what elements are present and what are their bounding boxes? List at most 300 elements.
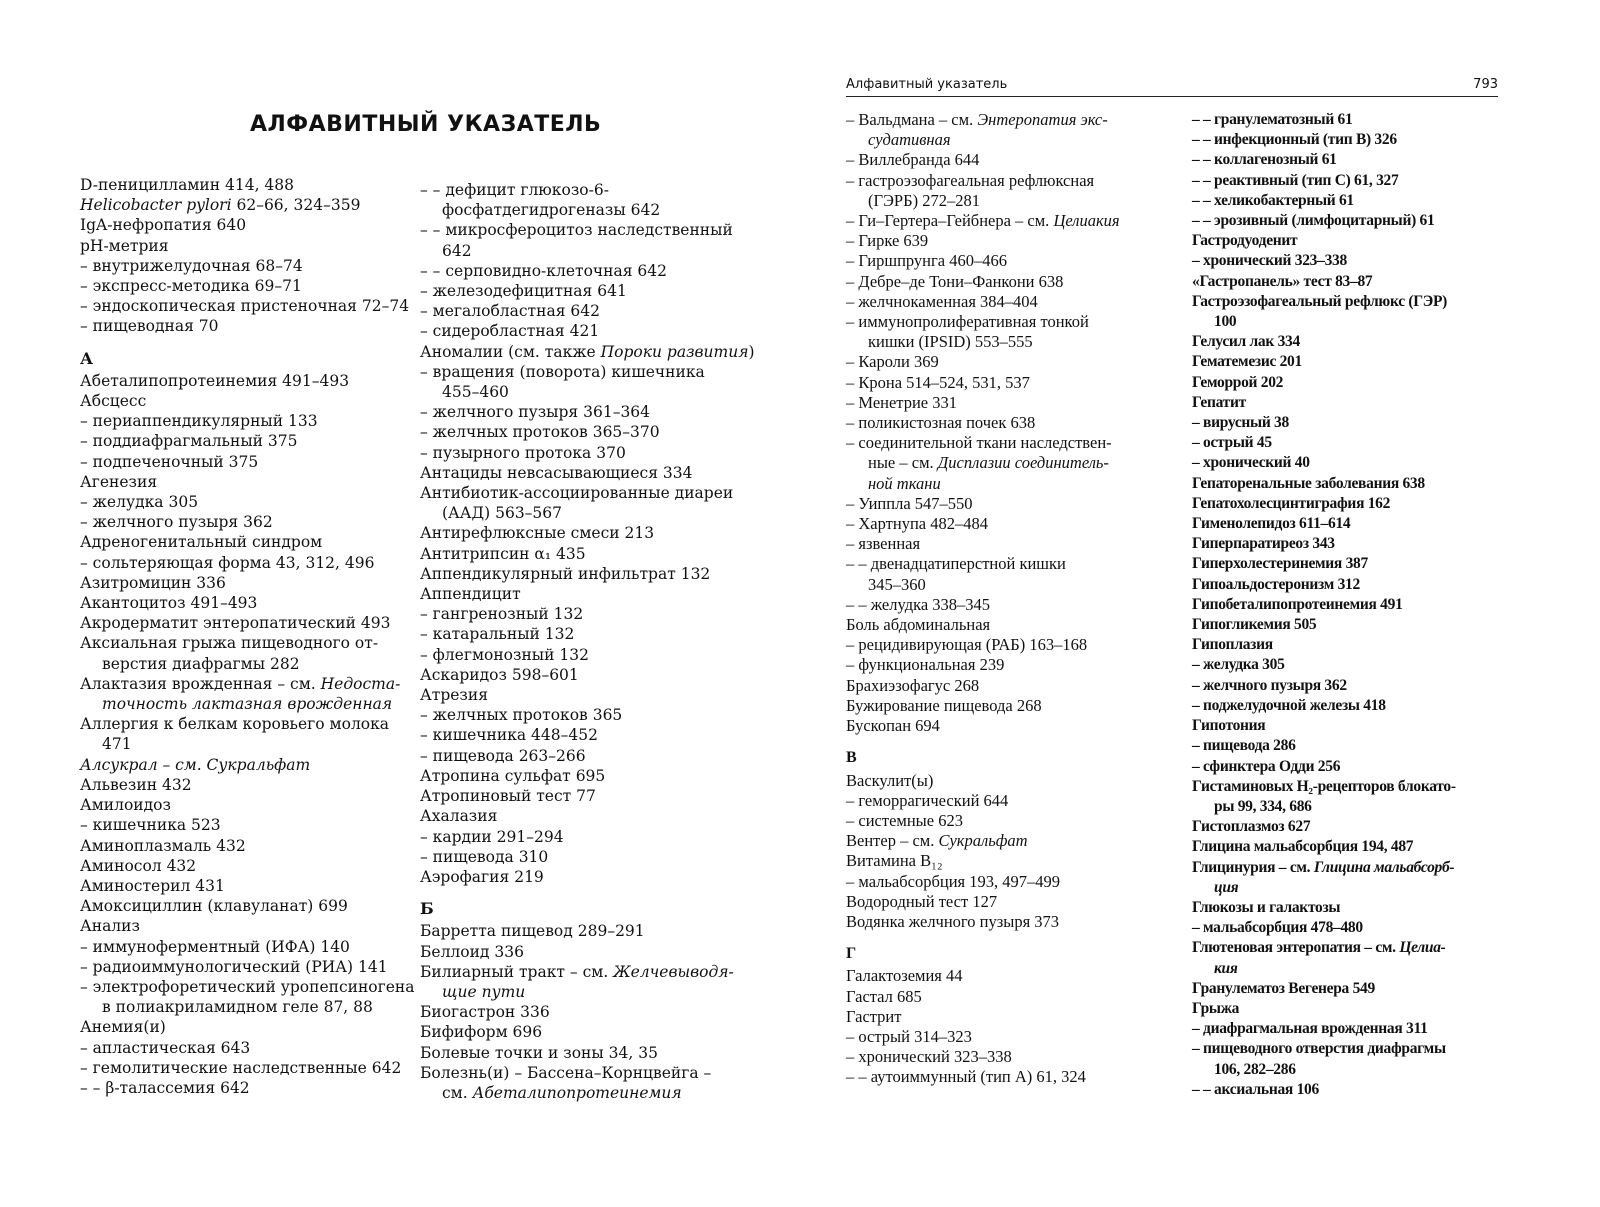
running-head-title: Алфавитный указатель (846, 77, 1008, 92)
entry-text: – Менетрие 331 (846, 392, 957, 412)
index-entry (420, 604, 755, 624)
index-entry (80, 553, 414, 573)
index-entry (420, 786, 755, 806)
entry-text: Биогастрон 336 (420, 1003, 550, 1022)
entry-text: – пищеводного отверстия диафрагмы (1192, 1040, 1446, 1058)
entry-text: 100 (1214, 313, 1237, 331)
index-entry (420, 483, 755, 503)
index-entry (1192, 777, 1456, 797)
entry-text: в полиакриламидном геле 87, 88 (102, 998, 373, 1017)
entry-text: – желудка 305 (1192, 656, 1285, 674)
entry-text: Глютеновая энтеропатия – см. (1192, 939, 1400, 957)
entry-text: – флегмонозный 132 (420, 645, 589, 664)
index-entry (1192, 272, 1456, 292)
left-page (0, 0, 790, 1207)
entry-text: – сольтеряющая форма 43, 312, 496 (80, 553, 375, 572)
index-entry (80, 977, 414, 997)
index-entry (80, 1058, 414, 1078)
index-entry (1192, 1039, 1456, 1059)
index-entry-continuation (846, 130, 1120, 150)
index-entry (420, 362, 755, 382)
index-entry (1192, 757, 1456, 777)
entry-text: – – желудка 338–345 (846, 594, 991, 614)
entry-text: Боль абдоминальная (846, 615, 991, 635)
index-entry-continuation (1192, 797, 1456, 817)
entry-text: – эндоскопическая пристеночная 72–74 (80, 297, 410, 316)
entry-italic-text: ция (1214, 878, 1239, 896)
index-entry (80, 316, 414, 336)
entry-text: – мальабсорбция 478–480 (1192, 919, 1363, 937)
entry-text: ры 99, 334, 686 (1214, 797, 1312, 815)
entry-text: Аэрофагия 219 (420, 867, 544, 886)
index-entry (420, 1002, 755, 1022)
letter-heading: Б (420, 899, 434, 919)
index-entry-continuation (420, 200, 755, 220)
entry-text: – Гирке 639 (846, 231, 929, 251)
index-entry (1192, 453, 1456, 473)
index-entry (80, 593, 414, 613)
entry-text: – экспресс-методика 69–71 (80, 277, 302, 296)
entry-text: – кишечника 523 (80, 816, 221, 835)
entry-text: 345–360 (868, 574, 926, 594)
index-entry (1192, 474, 1456, 494)
entry-text: – геморрагический 644 (846, 790, 1009, 810)
entry-text: D-пеницилламин 414, 488 (80, 176, 295, 194)
index-entry (420, 645, 755, 665)
index-entry (1192, 494, 1456, 514)
index-entry (846, 251, 1120, 271)
entry-text: – желудка 305 (80, 493, 199, 512)
index-entry (80, 411, 414, 431)
entry-text: Акантоцитоз 491–493 (80, 594, 258, 613)
entry-text: Атропиновый тест 77 (420, 787, 596, 806)
index-entry-continuation (846, 453, 1120, 473)
entry-text: – подпеченочный 375 (80, 452, 259, 471)
entry-text: «Гастропанель» тест 83–87 (1192, 272, 1373, 290)
entry-text: – Дебре–де Тони–Фанкони 638 (846, 271, 1064, 291)
index-entry (1192, 352, 1456, 372)
entry-text: ) (748, 342, 755, 361)
entry-text: Брахиэзофагус 268 (846, 675, 980, 695)
entry-text: Гименолепидоз 611–614 (1192, 515, 1351, 533)
index-entry-continuation (846, 575, 1120, 595)
entry-text: – вращения (поворота) кишечника (420, 362, 705, 381)
entry-text: Глицина мальабсорбция 194, 487 (1192, 838, 1414, 856)
index-entry (420, 422, 755, 442)
index-entry (80, 452, 414, 472)
entry-text: Гелусил лак 334 (1192, 333, 1300, 351)
entry-text: – – эрозивный (лимфоцитарный) 61 (1192, 212, 1435, 230)
index-entry-continuation (846, 332, 1120, 352)
entry-text: – системные 623 (846, 810, 963, 830)
entry-text: Акродерматит энтеропатический 493 (80, 614, 391, 633)
entry-text: – иммуноферментный (ИФА) 140 (80, 937, 350, 956)
index-entry (1192, 575, 1456, 595)
index-entry (420, 806, 755, 826)
index-entry (420, 725, 755, 745)
index-entry (420, 705, 755, 725)
entry-text: – поджелудочной железы 418 (1192, 696, 1386, 714)
index-entry-continuation (1192, 878, 1456, 898)
index-entry (420, 443, 755, 463)
entry-italic-text: Дисплазии соединитель- (937, 453, 1109, 473)
entry-text: – электрофоретический уропепсиногена (80, 977, 415, 996)
entry-text: IgA-нефропатия 640 (80, 216, 247, 235)
letter-heading: А (80, 348, 94, 368)
entry-text: – – микросфероцитоз наследственный (420, 221, 733, 240)
entry-text: Амилоидоз (80, 796, 171, 815)
entry-text: – – дефицит глюкозо-6- (420, 181, 609, 199)
index-entry (1192, 615, 1456, 635)
index-entry (80, 755, 414, 775)
entry-text: Гиперпаратиреоз 343 (1192, 535, 1335, 553)
entry-text: – гемолитические наследственные 642 (80, 1058, 402, 1077)
entry-text: – – коллагенозный 61 (1192, 151, 1337, 169)
index-entry (1192, 918, 1456, 938)
entry-text: Анализ (80, 917, 140, 936)
entry-text: Антирефлюксные смеси 213 (420, 524, 655, 543)
index-entry (420, 867, 755, 887)
entry-text: – Хартнупа 482–484 (846, 514, 988, 534)
index-entry (80, 215, 414, 235)
index-entry-continuation (420, 1083, 755, 1103)
index-entry (420, 301, 755, 321)
entry-text: – хронический 323–338 (846, 1047, 1012, 1067)
index-entry (80, 836, 414, 856)
entry-text: Болезнь(и) – Бассена–Корнцвейга – (420, 1063, 712, 1082)
index-entry (1192, 332, 1456, 352)
entry-text: – – двенадцатиперстной кишки (846, 554, 1066, 574)
index-entry (420, 1022, 755, 1042)
entry-text: – Кароли 369 (846, 352, 939, 372)
index-entry (80, 613, 414, 633)
index-entry (420, 1063, 755, 1083)
entry-text: Глицинурия – см. (1192, 858, 1314, 876)
index-entry (846, 1047, 1120, 1067)
entry-text: – пищевода 263–266 (420, 746, 586, 765)
index-entry (80, 674, 414, 694)
entry-text: – Ги–Гертера–Гейбнера – см. (846, 211, 1054, 231)
letter-heading: Г (846, 945, 857, 963)
index-entry (846, 554, 1120, 574)
index-entry (420, 685, 755, 705)
entry-italic-text: точность лактазная врожденная (102, 695, 393, 714)
entry-text: ные – см. (868, 453, 938, 473)
entry-text: – Вальдмана – см. (846, 110, 978, 129)
entry-text: – желчнокаменная 384–404 (846, 291, 1038, 311)
index-entry (1192, 817, 1456, 837)
entry-text: – желчных протоков 365–370 (420, 423, 660, 442)
entry-text: – сидеробластная 421 (420, 322, 600, 341)
index-entry (80, 371, 414, 391)
index-entry (80, 1017, 414, 1037)
entry-italic-text: Желчевыводя- (613, 962, 734, 981)
index-column-2 (420, 180, 755, 1103)
entry-text: – вирусный 38 (1192, 414, 1289, 432)
entry-italic-text: Целиакия (1053, 211, 1120, 231)
entry-text: – кишечника 448–452 (420, 726, 598, 745)
entry-text: – поддиафрагмальный 375 (80, 432, 298, 451)
index-entry (1192, 655, 1456, 675)
index-entry (846, 231, 1120, 251)
entry-text: – радиоиммунологический (РИА) 141 (80, 957, 388, 976)
entry-text: Агенезия (80, 472, 158, 491)
entry-italic-text: Абеталипопротеинемия (472, 1083, 682, 1102)
index-entry (80, 815, 414, 835)
entry-text: Васкулит(ы) (846, 770, 934, 790)
entry-text: Аллергия к белкам коровьего молока (80, 715, 390, 734)
index-entry (80, 795, 414, 815)
index-entry (1192, 898, 1456, 918)
entry-text: – пищевода 310 (420, 847, 549, 866)
entry-text: – желчных протоков 365 (420, 706, 623, 725)
index-column-4 (1192, 110, 1456, 1100)
index-entry (420, 942, 755, 962)
entry-text: – Крона 514–524, 531, 537 (846, 372, 1030, 392)
index-entry-continuation (1192, 1060, 1456, 1080)
index-entry (420, 463, 755, 483)
entry-text: – желчного пузыря 361–364 (420, 403, 651, 422)
entry-text: – желчного пузыря 362 (80, 513, 273, 532)
entry-text: – внутрижелудочная 68–74 (80, 256, 303, 275)
index-entry (420, 544, 755, 564)
index-entry (80, 391, 414, 411)
index-entry (846, 912, 1120, 932)
entry-italic-text: Сукральфат (938, 831, 1028, 851)
index-entry (846, 1007, 1120, 1027)
entry-text: Альвезин 432 (80, 775, 192, 794)
page-number: 793 (1473, 77, 1498, 92)
entry-text: Гематемезис 201 (1192, 353, 1302, 371)
index-entry (1192, 635, 1456, 655)
index-entry (846, 514, 1120, 534)
index-entry (846, 851, 1120, 871)
index-title: АЛФАВИТНЫЙ УКАЗАТЕЛЬ (250, 112, 602, 137)
entry-text: Абсцесс (80, 392, 147, 411)
index-entry (846, 595, 1120, 615)
index-entry (1192, 999, 1456, 1019)
index-entry (846, 696, 1120, 716)
index-entry (420, 321, 755, 341)
entry-text: Гастродуоденит (1192, 232, 1298, 250)
index-column-1 (80, 175, 414, 1098)
entry-text: – – серповидно-клеточная 642 (420, 261, 668, 280)
index-entry (846, 150, 1120, 170)
running-header (846, 76, 1498, 97)
index-entry (846, 494, 1120, 514)
index-entry (846, 393, 1120, 413)
right-page (838, 0, 1600, 1207)
index-entry (1192, 292, 1456, 312)
entry-text: Адреногенитальный синдром (80, 533, 323, 552)
entry-text: – – аксиальная 106 (1192, 1080, 1319, 1098)
index-entry (1192, 1080, 1456, 1100)
index-entry (80, 876, 414, 896)
index-entry (80, 1078, 414, 1098)
entry-text: Гипоплазия (1192, 636, 1273, 654)
index-entry (1192, 696, 1456, 716)
entry-italic-text: судативная (868, 130, 951, 150)
index-entry (1192, 979, 1456, 999)
entry-text: Аксиальная грыжа пищеводного от- (80, 634, 379, 653)
index-entry (846, 171, 1120, 191)
entry-text: Атропина сульфат 695 (420, 766, 606, 785)
index-entry (1192, 251, 1456, 271)
index-entry-continuation (420, 503, 755, 523)
index-entry (80, 431, 414, 451)
index-entry (80, 937, 414, 957)
index-entry (80, 916, 414, 936)
index-entry (420, 564, 755, 584)
entry-text: Абеталипопротеинемия 491–493 (80, 371, 350, 390)
entry-text: Гипоальдостеронизм 312 (1192, 575, 1360, 593)
entry-text: Аппендикулярный инфильтрат 132 (420, 564, 711, 583)
index-entry (1192, 676, 1456, 696)
index-entry-continuation (420, 382, 755, 402)
index-entry (80, 472, 414, 492)
entry-text: – соединительной ткани наследствен- (846, 433, 1112, 453)
entry-text: – хронический 40 (1192, 454, 1310, 472)
entry-italic-text: Пороки развития (600, 342, 749, 361)
index-entry (846, 110, 1120, 130)
index-entry (420, 342, 755, 362)
entry-text: – рецидивирующая (РАБ) 163–168 (846, 635, 1088, 655)
index-entry-continuation (80, 997, 414, 1017)
entry-text: Алактазия врожденная – см. (80, 674, 321, 693)
index-entry (1192, 554, 1456, 574)
index-entry (420, 827, 755, 847)
entry-text: – – реактивный (тип С) 61, 327 (1192, 171, 1399, 189)
entry-text: Аминосол 432 (80, 856, 197, 875)
entry-text: – острый 314–323 (846, 1026, 972, 1046)
index-entry (846, 534, 1120, 554)
entry-text: Водянка желчного пузыря 373 (846, 911, 1060, 931)
index-entry (1192, 171, 1456, 191)
entry-italic-text: Helicobacter pylori (80, 196, 232, 215)
entry-text: фосфатдегидрогеназы 642 (442, 201, 661, 220)
entry-text: 471 (102, 735, 132, 754)
index-entry (1192, 736, 1456, 756)
entry-text: Гепаторенальные заболевания 638 (1192, 474, 1425, 492)
entry-text: – периаппендикулярный 133 (80, 412, 318, 431)
entry-text: – хронический 323–338 (1192, 252, 1347, 270)
index-entry (80, 573, 414, 593)
entry-text: Гистаминовых H₂-рецепторов блокато- (1192, 777, 1456, 795)
entry-text: – функциональная 239 (846, 655, 1005, 675)
index-entry (846, 811, 1120, 831)
index-entry-continuation (1192, 312, 1456, 332)
index-entry (80, 256, 414, 276)
index-entry (80, 856, 414, 876)
index-entry (1192, 130, 1456, 150)
index-entry (846, 831, 1120, 851)
index-entry (846, 655, 1120, 675)
index-entry (1192, 837, 1456, 857)
index-entry (846, 373, 1120, 393)
index-entry (420, 261, 755, 281)
index-entry (80, 896, 414, 916)
entry-text: (ГЭРБ) 272–281 (868, 190, 980, 210)
entry-text: Бифиформ 696 (420, 1023, 543, 1042)
index-entry (846, 771, 1120, 791)
entry-text: верстия диафрагмы 282 (102, 654, 300, 673)
index-entry (80, 492, 414, 512)
entry-text: см. (442, 1083, 473, 1102)
entry-text: – пищеводная 70 (80, 317, 219, 336)
index-entry (420, 220, 755, 240)
entry-text: Аппендицит (420, 585, 521, 604)
index-entry-continuation (846, 474, 1120, 494)
index-entry (846, 211, 1120, 231)
entry-italic-text: Недоста- (320, 674, 401, 693)
entry-text: Гастрит (846, 1006, 902, 1026)
entry-text: Антитрипсин α₁ 435 (420, 544, 586, 563)
entry-text: – Гиршпрунга 460–466 (846, 251, 1007, 271)
entry-italic-text: щие пути (442, 982, 526, 1001)
index-entry (1192, 211, 1456, 231)
entry-text: Водородный тест 127 (846, 891, 998, 911)
entry-text: кишки (IPSID) 553–555 (868, 332, 1033, 352)
entry-text: Бускопан 694 (846, 716, 940, 736)
entry-text: Бужирование пищевода 268 (846, 695, 1042, 715)
index-entry (846, 987, 1120, 1007)
index-entry (420, 962, 755, 982)
entry-text: – – аутоиммунный (тип А) 61, 324 (846, 1067, 1086, 1087)
index-entry-continuation (80, 654, 414, 674)
entry-text: – – β-талассемия 642 (80, 1078, 250, 1097)
entry-text: Атрезия (420, 686, 488, 705)
entry-text: Глюкозы и галактозы (1192, 898, 1341, 916)
entry-text: 106, 282–286 (1214, 1060, 1296, 1078)
entry-italic-text: ной ткани (868, 473, 941, 493)
index-entry (846, 292, 1120, 312)
index-entry-continuation (1192, 959, 1456, 979)
entry-text: pH-метрия (80, 236, 169, 255)
index-entry (1192, 514, 1456, 534)
index-column-3 (846, 110, 1120, 1088)
index-entry (420, 921, 755, 941)
index-entry (846, 872, 1120, 892)
entry-text: Болевые точки и зоны 34, 35 (420, 1043, 658, 1062)
entry-text: – апластическая 643 (80, 1038, 251, 1057)
index-entry (420, 523, 755, 543)
index-entry (1192, 231, 1456, 251)
entry-text: Беллоид 336 (420, 942, 524, 961)
index-entry (80, 296, 414, 316)
entry-text: Гипобеталипопротеинемия 491 (1192, 595, 1403, 613)
index-entry (80, 957, 414, 977)
entry-text: Гипотония (1192, 717, 1266, 735)
entry-text: – мальабсорбция 193, 497–499 (846, 871, 1060, 891)
entry-text: Витамина B₁₂ (846, 851, 943, 871)
index-entry (80, 775, 414, 795)
index-entry (80, 276, 414, 296)
index-entry (420, 847, 755, 867)
entry-text: 642 (442, 241, 472, 260)
entry-text: Аминостерил 431 (80, 876, 225, 895)
index-entry (846, 312, 1120, 332)
entry-text: – сфинктера Одди 256 (1192, 757, 1341, 775)
entry-text: Ахалазия (420, 807, 498, 826)
index-entry (420, 1043, 755, 1063)
index-entry-continuation (80, 694, 414, 714)
index-entry (1192, 938, 1456, 958)
index-entry (1192, 433, 1456, 453)
entry-text: Азитромицин 336 (80, 573, 226, 592)
entry-text: – кардии 291–294 (420, 827, 564, 846)
entry-text: – иммунопролиферативная тонкой (846, 312, 1089, 332)
entry-text: Гепатохолесцинтиграфия 162 (1192, 494, 1391, 512)
